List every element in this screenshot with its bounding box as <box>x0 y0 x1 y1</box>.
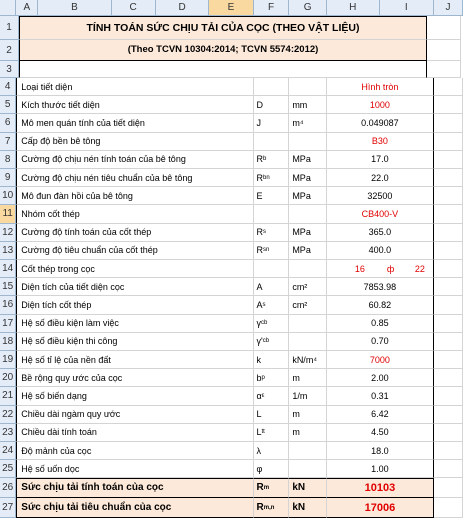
row-header-15[interactable]: 15 <box>0 278 16 296</box>
parameter-symbol: γ' cb <box>256 336 270 347</box>
row-header-6[interactable]: 6 <box>0 114 16 132</box>
unit-cell[interactable] <box>289 315 327 333</box>
result-unit: kN <box>292 501 306 513</box>
parameter-symbol: J <box>256 117 261 128</box>
symbol-cell[interactable] <box>254 460 290 478</box>
parameter-label: Hệ số tỉ lệ của nền đất <box>21 354 111 365</box>
subtitle-cell[interactable] <box>19 40 427 61</box>
parameter-symbol: A <box>256 281 263 292</box>
report-title: TÍNH TOÁN SỨC CHỊU TẢI CỦA CỌC (THEO VẬT LIỆU) <box>86 22 360 34</box>
unit-cell[interactable] <box>289 242 327 260</box>
symbol-cell[interactable] <box>254 387 290 405</box>
unit-cell[interactable] <box>289 151 327 169</box>
row-header-12[interactable]: 12 <box>0 224 16 242</box>
cell-J12[interactable] <box>434 224 463 242</box>
value-cell[interactable] <box>327 187 434 205</box>
sheet-row-7 <box>0 133 463 151</box>
symbol-cell[interactable] <box>254 96 290 114</box>
cell-J14[interactable] <box>434 260 463 278</box>
sheet-row-1 <box>0 16 463 40</box>
column-header-row <box>0 0 463 16</box>
row-header-3[interactable]: 3 <box>0 61 19 78</box>
symbol-cell[interactable] <box>254 369 290 387</box>
result-label-cell[interactable] <box>16 478 253 498</box>
parameter-label-cell[interactable] <box>16 96 253 114</box>
result-symbol: R m,n <box>256 501 275 513</box>
sheet-row-16 <box>0 296 463 314</box>
symbol-cell[interactable] <box>254 224 290 242</box>
unit-cell[interactable] <box>289 96 327 114</box>
sheet-row-8 <box>0 151 463 169</box>
parameter-label-cell[interactable] <box>16 205 253 223</box>
parameter-label-cell[interactable] <box>16 187 253 205</box>
cell-J11[interactable] <box>434 205 463 223</box>
parameter-label-cell[interactable] <box>16 333 253 351</box>
sheet-row-11 <box>0 205 463 223</box>
result-symbol-cell[interactable] <box>254 478 290 498</box>
unit-cell[interactable] <box>289 205 327 223</box>
sheet-row-20 <box>0 369 463 387</box>
parameter-value: 1000 <box>369 99 390 110</box>
sheet-row-22 <box>0 406 463 424</box>
unit-cell[interactable] <box>289 442 327 460</box>
symbol-cell[interactable] <box>254 114 290 132</box>
parameter-value: 17.0 <box>371 154 389 165</box>
unit-cell[interactable] <box>289 424 327 442</box>
sheet-row-19 <box>0 351 463 369</box>
cell-J2[interactable] <box>427 40 461 61</box>
value-cell[interactable] <box>327 242 434 260</box>
symbol-cell[interactable] <box>254 187 290 205</box>
parameter-unit: cm² <box>292 299 308 310</box>
parameter-label-cell[interactable] <box>16 460 253 478</box>
result-label: Sức chịu tải tiêu chuẩn của cọc <box>21 501 172 513</box>
parameter-value: 6.42 <box>371 409 389 420</box>
sheet-row-21 <box>0 387 463 405</box>
symbol-cell[interactable] <box>254 442 290 460</box>
row-header-27[interactable]: 27 <box>0 498 16 518</box>
parameter-value: 400.0 <box>368 245 392 256</box>
parameter-value: 32500 <box>367 190 393 201</box>
column-header-J[interactable]: J <box>434 0 463 16</box>
cell-J6[interactable] <box>434 114 463 132</box>
value-cell[interactable] <box>327 315 434 333</box>
parameter-symbol: k <box>256 354 261 365</box>
value-cell[interactable] <box>327 224 434 242</box>
symbol-cell[interactable] <box>254 351 290 369</box>
symbol-cell[interactable] <box>254 205 290 223</box>
parameter-symbol: L <box>256 409 262 420</box>
parameter-value: 60.82 <box>368 299 392 310</box>
parameter-label-cell[interactable] <box>16 242 253 260</box>
row-header-10[interactable]: 10 <box>0 187 16 205</box>
parameter-symbol: α ε <box>256 390 265 401</box>
parameter-label: Cường độ tiêu chuẩn của cốt thép <box>21 245 158 256</box>
parameter-label-cell[interactable] <box>16 387 253 405</box>
symbol-cell[interactable] <box>254 296 290 314</box>
result-label-cell[interactable] <box>16 498 253 518</box>
parameter-label: Cốt thép trong cọc <box>21 263 95 274</box>
parameter-label: Nhóm cốt thép <box>21 208 80 219</box>
sheet-row-27 <box>0 498 463 518</box>
unit-cell[interactable] <box>289 278 327 296</box>
row-header-14[interactable]: 14 <box>0 260 16 278</box>
parameter-label-cell[interactable] <box>16 260 253 278</box>
result-symbol: R m <box>256 482 270 494</box>
row-header-26[interactable]: 26 <box>0 478 16 498</box>
parameter-value: B30 <box>371 136 388 147</box>
result-unit: kN <box>292 482 306 494</box>
value-cell[interactable] <box>327 406 434 424</box>
row-header-18[interactable]: 18 <box>0 333 16 351</box>
symbol-cell[interactable] <box>254 424 290 442</box>
cell-J18[interactable] <box>434 333 463 351</box>
column-header-F[interactable]: F <box>254 0 290 16</box>
parameter-value: 7000 <box>369 354 390 365</box>
value-cell[interactable] <box>327 351 434 369</box>
row-header-8[interactable]: 8 <box>0 151 16 169</box>
unit-cell[interactable] <box>289 133 327 151</box>
parameter-symbol: A s <box>256 299 266 310</box>
parameter-value: 0.70 <box>371 336 389 347</box>
value-cell[interactable] <box>327 260 434 278</box>
rebar-diameter-symbol-icon: ф <box>386 263 395 274</box>
cell-J21[interactable] <box>434 387 463 405</box>
parameter-label-cell[interactable] <box>16 169 253 187</box>
row-header-9[interactable]: 9 <box>0 169 16 187</box>
column-header-I[interactable]: I <box>380 0 434 16</box>
value-cell[interactable] <box>327 460 434 478</box>
parameter-unit: m <box>292 372 300 383</box>
cell-J24[interactable] <box>434 442 463 460</box>
parameter-label: Bề rộng quy ước của cọc <box>21 372 123 383</box>
parameter-symbol: E <box>256 190 263 201</box>
parameter-label: Mô men quán tính của tiết diện <box>21 117 145 128</box>
parameter-value: 2.00 <box>371 372 389 383</box>
report-subtitle: (Theo TCVN 10304:2014; TCVN 5574:2012) <box>127 44 319 55</box>
value-cell[interactable] <box>327 296 434 314</box>
cell-J4[interactable] <box>434 78 463 96</box>
row-header-2[interactable]: 2 <box>0 40 19 61</box>
symbol-cell[interactable] <box>254 151 290 169</box>
parameter-label-cell[interactable] <box>16 296 253 314</box>
parameter-label-cell[interactable] <box>16 442 253 460</box>
parameter-unit: cm² <box>292 281 308 292</box>
result-value-cell[interactable] <box>327 498 434 518</box>
row-header-11[interactable]: 11 <box>0 205 16 223</box>
value-cell[interactable] <box>327 114 434 132</box>
parameter-label: Cường độ tính toán của cốt thép <box>21 227 152 238</box>
parameter-value: 22.0 <box>371 172 389 183</box>
parameter-unit: m⁴ <box>292 117 304 128</box>
sheet-row-17 <box>0 315 463 333</box>
sheet-row-5 <box>0 96 463 114</box>
column-header-E[interactable]: E <box>209 0 253 16</box>
symbol-cell[interactable] <box>254 406 290 424</box>
parameter-unit: kN/m⁴ <box>292 354 318 365</box>
unit-cell[interactable] <box>289 260 327 278</box>
select-all-corner[interactable] <box>0 0 16 16</box>
parameter-label: Độ mảnh của cọc <box>21 445 92 456</box>
symbol-cell[interactable] <box>254 242 290 260</box>
parameter-unit: MPa <box>292 245 311 256</box>
column-header-B[interactable]: B <box>38 0 111 16</box>
unit-cell[interactable] <box>289 296 327 314</box>
cell-J13[interactable] <box>434 242 463 260</box>
column-header-A[interactable]: A <box>16 0 38 16</box>
result-symbol-cell[interactable] <box>254 498 290 518</box>
row-header-20[interactable]: 20 <box>0 369 16 387</box>
parameter-label: Kích thước tiết diện <box>21 99 100 110</box>
symbol-cell[interactable] <box>254 78 290 96</box>
parameter-label: Cấp độ bền bê tông <box>21 136 101 147</box>
value-cell[interactable] <box>327 151 434 169</box>
column-header-C[interactable]: C <box>112 0 156 16</box>
unit-cell[interactable] <box>289 369 327 387</box>
sheet-row-14 <box>0 260 463 278</box>
row-header-5[interactable]: 5 <box>0 96 16 114</box>
parameter-unit: MPa <box>292 190 311 201</box>
parameter-label-cell[interactable] <box>16 224 253 242</box>
parameter-label: Chiều dài tính toán <box>21 427 97 438</box>
sheet-row-10 <box>0 187 463 205</box>
value-cell[interactable] <box>327 333 434 351</box>
parameter-value: 1.00 <box>371 463 389 474</box>
sheet-row-9 <box>0 169 463 187</box>
symbol-cell[interactable] <box>254 315 290 333</box>
unit-cell[interactable] <box>289 406 327 424</box>
parameter-value: 0.85 <box>371 318 389 329</box>
parameter-label-cell[interactable] <box>16 424 253 442</box>
parameter-label: Hệ số uốn dọc <box>21 463 80 474</box>
cell-J26[interactable] <box>434 478 463 498</box>
column-header-H[interactable]: H <box>327 0 380 16</box>
parameter-label-cell[interactable] <box>16 315 253 333</box>
row-header-17[interactable]: 17 <box>0 315 16 333</box>
sheet-row-18 <box>0 333 463 351</box>
result-label: Sức chịu tải tính toán của cọc <box>21 482 164 494</box>
value-cell[interactable] <box>327 96 434 114</box>
unit-cell[interactable] <box>289 460 327 478</box>
parameter-label: Hệ số điều kiện làm việc <box>21 318 119 329</box>
cell-J5[interactable] <box>434 96 463 114</box>
parameter-unit: m <box>292 409 300 420</box>
parameter-label-cell[interactable] <box>16 351 253 369</box>
unit-cell[interactable] <box>289 224 327 242</box>
sheet-row-3 <box>0 61 463 78</box>
result-value-cell[interactable] <box>327 478 434 498</box>
cell-J17[interactable] <box>434 315 463 333</box>
parameter-symbol: D <box>256 99 263 110</box>
symbol-cell[interactable] <box>254 278 290 296</box>
parameter-value: Hình tròn <box>361 81 399 92</box>
parameter-label-cell[interactable] <box>16 114 253 132</box>
parameter-label: Diện tích của tiết diện cọc <box>21 281 125 292</box>
row-header-22[interactable]: 22 <box>0 406 16 424</box>
cell-J3[interactable] <box>427 61 461 78</box>
sheet-row-25 <box>0 460 463 478</box>
row-header-1[interactable]: 1 <box>0 16 19 40</box>
parameter-label-cell[interactable] <box>16 151 253 169</box>
sheet-row-4 <box>0 78 463 96</box>
parameter-symbol: R sn <box>256 245 270 256</box>
symbol-cell[interactable] <box>254 133 290 151</box>
cell-J1[interactable] <box>427 16 461 40</box>
parameter-unit: MPa <box>292 227 311 238</box>
parameter-unit: MPa <box>292 154 311 165</box>
cell-J8[interactable] <box>434 151 463 169</box>
result-unit-cell[interactable] <box>289 478 327 498</box>
cell-J10[interactable] <box>434 187 463 205</box>
value-cell[interactable] <box>327 78 434 96</box>
value-cell[interactable] <box>327 205 434 223</box>
parameter-symbol: L tt <box>256 427 265 438</box>
symbol-cell[interactable] <box>254 333 290 351</box>
cell-J19[interactable] <box>434 351 463 369</box>
column-header-D[interactable]: D <box>156 0 210 16</box>
unit-cell[interactable] <box>289 169 327 187</box>
unit-cell[interactable] <box>289 114 327 132</box>
row-header-23[interactable]: 23 <box>0 424 16 442</box>
sheet-row-15 <box>0 278 463 296</box>
row-header-13[interactable]: 13 <box>0 242 16 260</box>
cell-J7[interactable] <box>434 133 463 151</box>
parameter-label: Chiều dài ngàm quy ước <box>21 409 121 420</box>
sheet-row-2 <box>0 40 463 61</box>
parameter-symbol: R s <box>256 227 266 238</box>
value-cell[interactable] <box>327 169 434 187</box>
row-header-21[interactable]: 21 <box>0 387 16 405</box>
parameter-label: Diện tích cốt thép <box>21 299 92 310</box>
unit-cell[interactable] <box>289 351 327 369</box>
cell-J16[interactable] <box>434 296 463 314</box>
parameter-label: Cường độ chịu nén tính toán của bê tông <box>21 154 186 165</box>
parameter-value: 7853.98 <box>363 281 397 292</box>
parameter-value: CB400-V <box>361 208 399 219</box>
row-header-16[interactable]: 16 <box>0 296 16 314</box>
parameter-symbol: φ <box>256 463 263 474</box>
parameter-value: 18.0 <box>371 445 389 456</box>
sheet-row-23 <box>0 424 463 442</box>
value-cell[interactable] <box>327 442 434 460</box>
cell-J27[interactable] <box>434 498 463 518</box>
parameter-label-cell[interactable] <box>16 406 253 424</box>
result-value: 10103 <box>364 482 396 495</box>
parameter-unit: m <box>292 427 300 438</box>
parameter-unit: MPa <box>292 172 311 183</box>
parameter-value: 365.0 <box>368 227 392 238</box>
parameter-label-cell[interactable] <box>16 133 253 151</box>
value-cell[interactable] <box>327 133 434 151</box>
row-header-24[interactable]: 24 <box>0 442 16 460</box>
symbol-cell[interactable] <box>254 169 290 187</box>
value-cell[interactable] <box>327 424 434 442</box>
parameter-symbol: R b <box>256 154 267 165</box>
parameter-label-cell[interactable] <box>16 278 253 296</box>
parameter-label: Mô đun đàn hồi của bê tông <box>21 190 133 201</box>
parameter-symbol: γ cb <box>256 318 268 329</box>
cell-J22[interactable] <box>434 406 463 424</box>
unit-cell[interactable] <box>289 187 327 205</box>
parameter-unit: 1/m <box>292 390 308 401</box>
sheet-row-26 <box>0 478 463 498</box>
parameter-symbol: R bn <box>256 172 270 183</box>
sheet-row-6 <box>0 114 463 132</box>
cell-J15[interactable] <box>434 278 463 296</box>
blank-cell-row-3[interactable] <box>19 61 427 78</box>
parameter-label: Hệ số biến dạng <box>21 390 87 401</box>
rebar-count: 16 <box>354 263 365 274</box>
parameter-unit: mm <box>292 99 308 110</box>
column-header-G[interactable]: G <box>289 0 326 16</box>
result-unit-cell[interactable] <box>289 498 327 518</box>
unit-cell[interactable] <box>289 387 327 405</box>
parameter-label-cell[interactable] <box>16 369 253 387</box>
parameter-label-cell[interactable] <box>16 78 253 96</box>
row-header-25[interactable]: 25 <box>0 460 16 478</box>
cell-J25[interactable] <box>434 460 463 478</box>
value-cell[interactable] <box>327 278 434 296</box>
parameter-label: Loại tiết diện <box>21 81 73 92</box>
parameter-value: 0.31 <box>371 390 389 401</box>
parameter-symbol: λ <box>256 445 261 456</box>
sheet-row-12 <box>0 224 463 242</box>
sheet-row-13 <box>0 242 463 260</box>
sheet-row-24 <box>0 442 463 460</box>
parameter-label: Cường độ chịu nén tiêu chuẩn của bê tông <box>21 172 193 183</box>
row-header-4[interactable]: 4 <box>0 78 16 96</box>
unit-cell[interactable] <box>289 78 327 96</box>
rebar-diameter: 22 <box>414 263 425 274</box>
row-header-7[interactable]: 7 <box>0 133 16 151</box>
parameter-symbol: b p <box>256 372 265 383</box>
cell-J23[interactable] <box>434 424 463 442</box>
unit-cell[interactable] <box>289 333 327 351</box>
row-header-19[interactable]: 19 <box>0 351 16 369</box>
title-cell[interactable] <box>19 16 427 40</box>
parameter-value: 4.50 <box>371 427 389 438</box>
cell-J20[interactable] <box>434 369 463 387</box>
parameter-label: Hệ số điều kiện thi công <box>21 336 118 347</box>
value-cell[interactable] <box>327 369 434 387</box>
cell-J9[interactable] <box>434 169 463 187</box>
symbol-cell[interactable] <box>254 260 290 278</box>
parameter-value: 0.049087 <box>361 117 399 128</box>
value-cell[interactable] <box>327 387 434 405</box>
result-value: 17006 <box>364 501 396 514</box>
